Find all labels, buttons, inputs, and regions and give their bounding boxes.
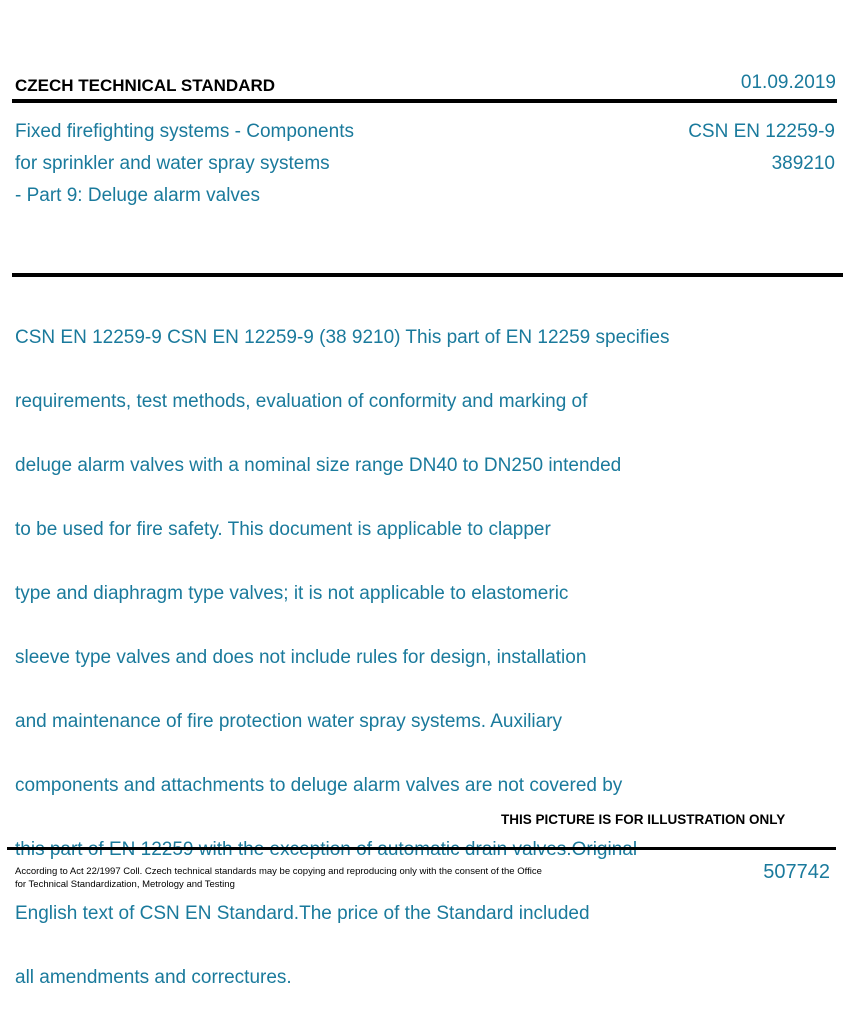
description-line: requirements, test methods, evaluation of conformity and marking of [15, 391, 588, 412]
title-line: - Part 9: Deluge alarm valves [15, 185, 260, 206]
description-line: sleeve type valves and does not include rules for design, installation [15, 647, 587, 668]
publication-date: 01.09.2019 [740, 72, 836, 93]
classification-number: 389210 [771, 153, 835, 174]
middle-divider [12, 273, 843, 277]
top-divider [12, 99, 837, 103]
standard-description [15, 290, 795, 1026]
description-line: components and attachments to deluge alarm valves are not covered by [15, 775, 623, 796]
description-line: type and diaphragm type valves; it is not applicable to elastomeric [15, 583, 569, 604]
description-line: deluge alarm valves with a nominal size range DN40 to DN250 intended [15, 455, 622, 476]
standard-identifiers [688, 116, 835, 180]
standard-code: CSN EN 12259-9 [688, 121, 835, 142]
description-line: to be used for fire safety. This document is applicable to clapper [15, 519, 551, 540]
description-line: CSN EN 12259-9 CSN EN 12259-9 (38 9210) This part of EN 12259 specifies [15, 327, 670, 348]
catalog-number: 507742 [763, 861, 830, 883]
title-line: Fixed firefighting systems - Components [15, 121, 354, 142]
title-line: for sprinkler and water spray systems [15, 153, 330, 174]
description-line: English text of CSN EN Standard.The price of the Standard included [15, 903, 590, 924]
legal-notice [15, 865, 595, 891]
description-line [15, 834, 795, 866]
description-line: and maintenance of fire protection water spray systems. Auxiliary [15, 711, 563, 732]
document-type-label: CZECH TECHNICAL STANDARD [15, 76, 276, 95]
legal-line: for Technical Standardization, Metrology and Testing [15, 879, 235, 890]
bottom-divider [7, 847, 836, 850]
legal-line: According to Act 22/1997 Coll. Czech technical standards may be copying and reproducing only with the consent of the Office [15, 866, 542, 877]
illustration-disclaimer: THIS PICTURE IS FOR ILLUSTRATION ONLY [501, 812, 786, 827]
standard-title [15, 116, 354, 212]
description-line: all amendments and correctures. [15, 967, 292, 988]
